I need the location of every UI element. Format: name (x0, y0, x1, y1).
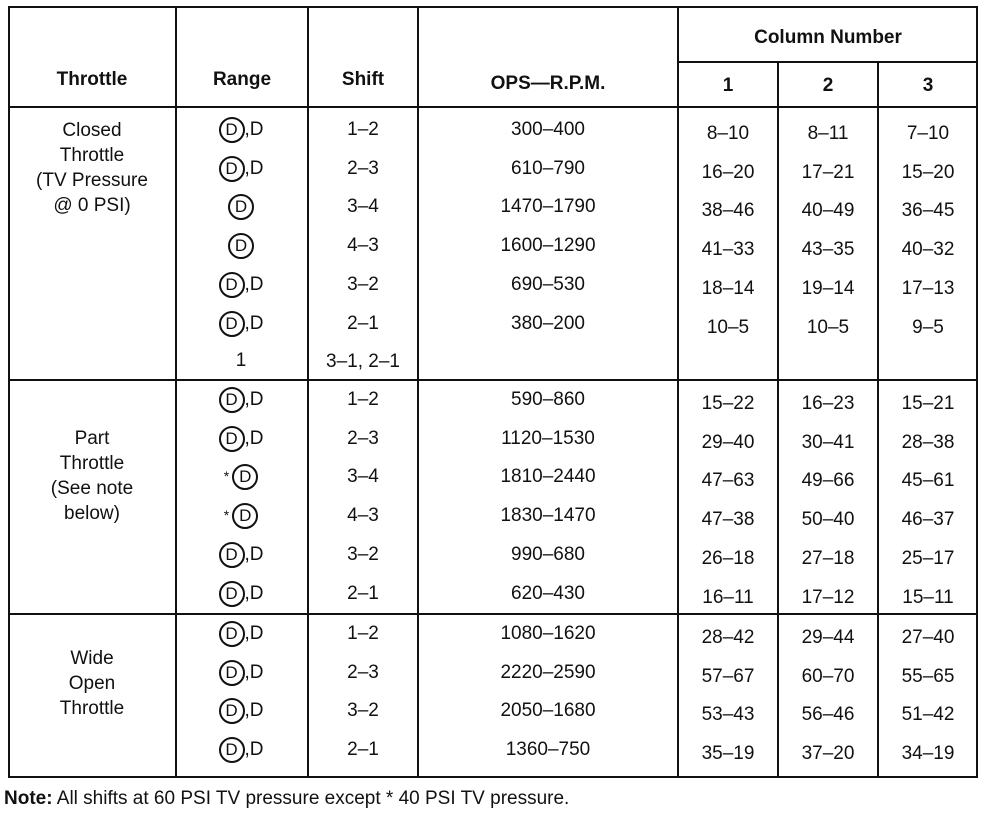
column-1-cell: 28–42 (701, 627, 755, 648)
column-1-cell: 38–46 (701, 200, 755, 222)
range-suffix: ,D (244, 623, 264, 645)
shift-cell: 1–2 (347, 623, 379, 644)
asterisk-marker: * (223, 468, 230, 485)
footnote-text: All shifts at 60 PSI TV pressure except * 40 PSI TV pressure. (52, 788, 570, 809)
column-1-cell: 16–20 (701, 161, 755, 183)
column-1-cell: 35–19 (701, 743, 755, 765)
footnote-label: Note: (4, 788, 53, 809)
column-1-cell: 29–40 (701, 431, 755, 453)
range-suffix: ,D (244, 427, 264, 449)
range-suffix: ,D (244, 739, 264, 761)
column-2-cell: 56–46 (801, 704, 855, 726)
circled-d-icon: D (219, 311, 245, 337)
column-3-cell: 9–5 (912, 316, 944, 338)
column-1-cell: 41–33 (701, 239, 755, 261)
ops-rpm-cell: 990–680 (511, 543, 585, 565)
column-3-cell: 55–65 (901, 665, 955, 687)
range-cell (176, 387, 306, 413)
circled-d-icon: D (219, 660, 245, 686)
column-3-cell: 36–45 (901, 200, 955, 222)
range-suffix: ,D (244, 389, 264, 411)
range-cell (176, 272, 306, 298)
ops-rpm-cell: 1810–2440 (500, 466, 596, 488)
range-cell (176, 349, 306, 373)
ops-rpm-cell: 620–430 (511, 582, 585, 604)
range-suffix: ,D (244, 119, 264, 141)
column-3-cell: 45–61 (901, 470, 955, 492)
header-ops-rpm: OPS—R.P.M. (490, 73, 606, 94)
shift-cell: 2–1 (347, 582, 379, 604)
ops-rpm-cell: 1600–1290 (500, 235, 596, 257)
shift-cell: 1–2 (347, 389, 379, 410)
ops-rpm-cell: 1080–1620 (500, 623, 596, 644)
circled-d-icon: D (228, 194, 254, 220)
column-1-cell: 47–38 (701, 509, 755, 531)
column-2-cell: 37–20 (801, 743, 855, 765)
ops-rpm-cell: 380–200 (511, 312, 585, 334)
range-suffix: ,D (244, 273, 264, 295)
column-2-cell: 43–35 (801, 239, 855, 261)
column-3-cell: 51–42 (901, 704, 955, 726)
circled-d-icon: D (219, 387, 245, 413)
shift-cell: 3–4 (347, 196, 379, 218)
shift-cell: 2–1 (347, 312, 379, 334)
shift-cell: 2–3 (347, 661, 379, 683)
header-col-1: 1 (722, 75, 734, 96)
ops-rpm-cell: 590–860 (511, 389, 585, 410)
throttle-part-label: Part Throttle (See note below) (50, 428, 134, 524)
column-1-cell: 26–18 (701, 547, 755, 569)
header-throttle: Throttle (56, 69, 128, 90)
shift-cell: 3–4 (347, 466, 379, 488)
column-1-cell: 57–67 (701, 665, 755, 687)
column-2-cell: 17–12 (801, 586, 855, 608)
column-3-cell: 17–13 (901, 277, 955, 299)
range-cell (176, 621, 306, 647)
column-3-cell: 34–19 (901, 743, 955, 765)
range-suffix: ,D (244, 700, 264, 722)
throttle-wide-open-label: Wide Open Throttle (59, 648, 125, 719)
range-value: 1 (235, 350, 247, 372)
header-shift: Shift (341, 69, 385, 90)
shift-cell: 4–3 (347, 505, 379, 527)
circled-d-icon: D (228, 233, 254, 259)
column-2-cell: 19–14 (801, 277, 855, 299)
range-cell (176, 464, 306, 490)
column-1-cell: 47–63 (701, 470, 755, 492)
column-1-cell: 8–10 (706, 123, 750, 144)
circled-d-icon: D (219, 426, 245, 452)
circled-d-icon: D (219, 542, 245, 568)
header-col-2: 2 (822, 75, 834, 96)
range-suffix: ,D (244, 582, 264, 604)
column-2-cell: 49–66 (801, 470, 855, 492)
header-range: Range (212, 69, 272, 90)
range-cell (176, 117, 306, 143)
column-3-cell: 46–37 (901, 509, 955, 531)
shift-cell: 2–3 (347, 157, 379, 179)
ops-rpm-cell: 610–790 (511, 157, 585, 179)
ops-rpm-cell: 1470–1790 (500, 196, 596, 218)
column-3-cell: 40–32 (901, 239, 955, 261)
column-1-cell: 10–5 (706, 316, 750, 338)
shift-cell: 1–2 (347, 119, 379, 140)
circled-d-icon: D (219, 117, 245, 143)
circled-d-icon: D (219, 698, 245, 724)
shift-cell: 3–2 (347, 700, 379, 722)
ops-rpm-cell: 1360–750 (505, 739, 591, 761)
range-cell (176, 311, 306, 337)
ops-rpm-cell: 1830–1470 (500, 505, 596, 527)
asterisk-marker: * (223, 507, 230, 524)
shift-cell: 2–3 (347, 427, 379, 449)
header-column-number: Column Number (754, 27, 902, 48)
ops-rpm-cell: 2050–1680 (500, 700, 596, 722)
column-2-cell: 60–70 (801, 665, 855, 687)
column-3-cell: 15–11 (902, 586, 954, 608)
header-col-3: 3 (922, 75, 934, 96)
range-suffix: ,D (244, 312, 264, 334)
shift-cell: 4–3 (347, 235, 379, 257)
range-cell (176, 698, 306, 724)
column-2-cell: 17–21 (801, 161, 855, 183)
range-cell (176, 156, 306, 182)
column-2-cell: 16–23 (801, 393, 855, 414)
circled-d-icon: D (232, 503, 258, 529)
range-cell (176, 426, 306, 452)
shift-cell: 3–2 (347, 543, 379, 565)
range-cell (176, 660, 306, 686)
ops-rpm-cell: 2220–2590 (500, 661, 596, 683)
range-cell (176, 542, 306, 568)
column-3-cell: 25–17 (901, 547, 955, 569)
shift-cell: 3–1, 2–1 (326, 351, 400, 373)
circled-d-icon: D (219, 272, 245, 298)
ops-rpm-cell: 300–400 (511, 119, 585, 140)
circled-d-icon: D (219, 581, 245, 607)
ops-rpm-cell: 1120–1530 (501, 427, 595, 449)
throttle-closed-label: Closed Throttle (TV Pressure @ 0 PSI) (36, 120, 148, 216)
column-3-cell: 15–21 (901, 393, 955, 414)
column-3-cell: 27–40 (901, 627, 955, 648)
range-suffix: ,D (244, 543, 264, 565)
column-1-cell: 18–14 (701, 277, 755, 299)
range-cell (176, 503, 306, 529)
column-2-cell: 30–41 (801, 431, 855, 453)
shift-cell: 3–2 (347, 273, 379, 295)
column-3-cell: 7–10 (906, 123, 950, 144)
column-2-cell: 50–40 (801, 509, 855, 531)
circled-d-icon: D (219, 621, 245, 647)
column-2-cell: 27–18 (801, 547, 855, 569)
shift-speed-table (8, 6, 978, 778)
range-suffix: ,D (244, 661, 264, 683)
footnote (4, 788, 569, 810)
range-suffix: ,D (244, 157, 264, 179)
column-3-cell: 28–38 (901, 431, 955, 453)
column-2-cell: 29–44 (801, 627, 855, 648)
column-1-cell: 16–11 (702, 586, 754, 608)
circled-d-icon: D (219, 737, 245, 763)
range-cell (176, 233, 306, 259)
column-1-cell: 15–22 (701, 393, 755, 414)
ops-rpm-cell: 690–530 (511, 273, 585, 295)
column-3-cell: 15–20 (901, 161, 955, 183)
column-2-cell: 10–5 (806, 316, 850, 338)
column-2-cell: 40–49 (801, 200, 855, 222)
range-cell (176, 737, 306, 763)
circled-d-icon: D (219, 156, 245, 182)
circled-d-icon: D (232, 464, 258, 490)
column-1-cell: 53–43 (701, 704, 755, 726)
range-cell (176, 581, 306, 607)
column-2-cell: 8–11 (807, 123, 849, 144)
range-cell (176, 194, 306, 220)
shift-cell: 2–1 (347, 739, 379, 761)
